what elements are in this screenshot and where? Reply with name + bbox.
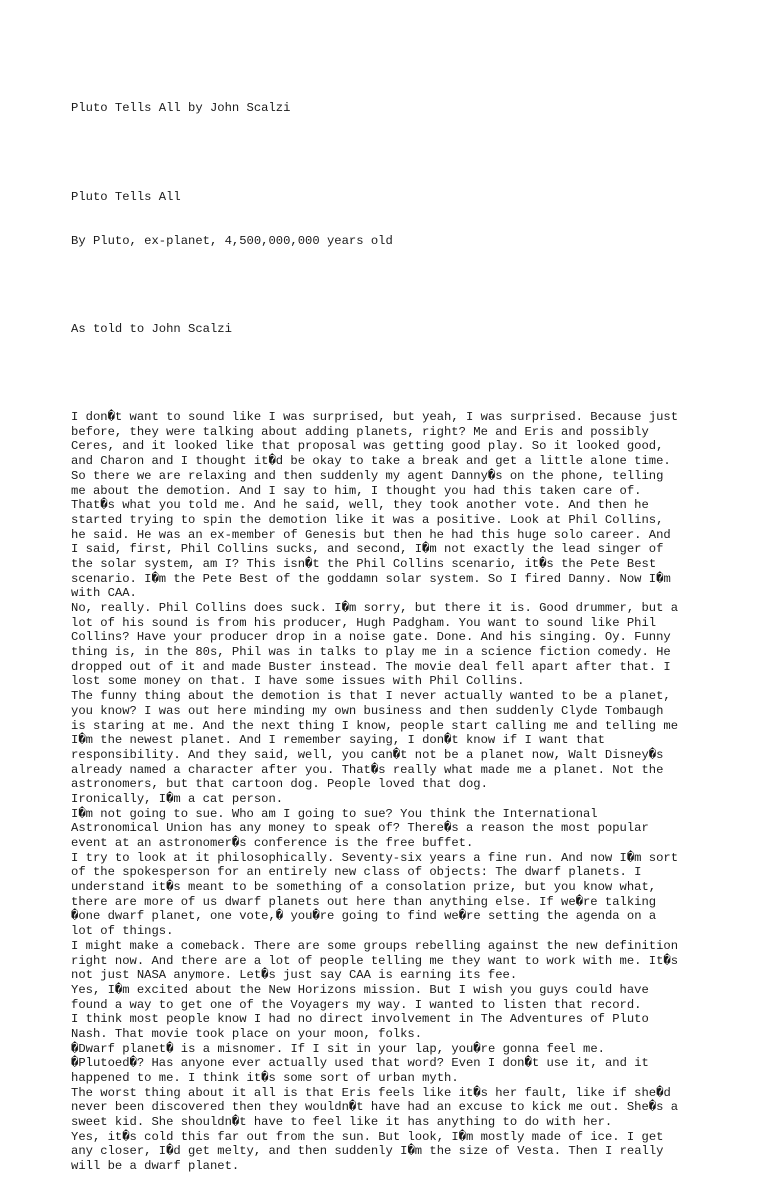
body-line: No, really. Phil Collins does suck. I�m sorry, but there it is. Good drummer, but a: [71, 601, 679, 615]
body-line: me about the demotion. And I say to him, I thought you had this taken care of.: [71, 483, 642, 498]
body-line: Ceres, and it looked like that proposal was getting good play. So it looked good,: [71, 439, 664, 454]
body-line: Nash. That movie took place on your moon, folks.: [71, 1026, 423, 1041]
body-line: �one dwarf planet, one vote,� you�re going to find we�re setting the agenda on a: [71, 909, 657, 924]
body-line: Ironically, I�m a cat person.: [71, 791, 284, 806]
body-line: happened to me. I think it�s some sort of urban myth.: [71, 1071, 459, 1085]
body-line: is staring at me. And the next thing I know, people start calling me and telling me: [71, 718, 679, 733]
body-line: you know? I was out here minding my own business and then suddenly Clyde Tombaugh: [71, 703, 664, 718]
body-line: �Plutoed�? Has anyone ever actually used that word? Even I don�t use it, and it: [71, 1056, 649, 1071]
body-line: and Charon and I thought it�d be okay to take a break and get a little alone time.: [71, 454, 671, 469]
body-line: That�s what you told me. And he said, well, they took another vote. And then he: [71, 498, 649, 513]
body-line: understand it�s meant to be something of a consolation prize, but you know what,: [71, 880, 657, 895]
body-line: I think most people know I had no direct involvement in The Adventures of Pluto: [71, 1012, 649, 1027]
body-line: The worst thing about it all is that Eris feels like it�s her fault, like if she�d: [71, 1085, 671, 1100]
body-line: started trying to spin the demotion like it was a positive. Look at Phil Collins,: [71, 512, 664, 527]
body-line: I�m not going to sue. Who am I going to sue? You think the International: [71, 806, 598, 821]
body-line: event at an astronomer�s conference is the free buffet.: [71, 836, 474, 850]
body-line: sweet kid. She shouldn�t have to feel like it has anything to do with her.: [71, 1115, 613, 1130]
spacer: [71, 278, 711, 293]
body-line: Collins? Have your producer drop in a noise gate. Done. And his singing. Oy. Funny: [71, 630, 671, 645]
body-line: lost some money on that. I have some issues with Phil Collins.: [71, 674, 525, 689]
spacer: [71, 366, 711, 381]
body-line: found a way to get one of the Voyagers my way. I wanted to listen that record.: [71, 997, 642, 1012]
body-line: never been discovered then they wouldn�t have had an excuse to kick me out. She�s a: [71, 1100, 679, 1115]
body-line: not just NASA anymore. Let�s just say CAA is earning its fee.: [71, 968, 518, 983]
body-line: the solar system, am I? This isn�t the Phil Collins scenario, it�s the Pete Best: [71, 556, 657, 571]
body-line: dropped out of it and made Buster instead. The movie deal fell apart after that. I: [71, 659, 671, 674]
body-line: I try to look at it philosophically. Seventy-six years a fine run. And now I�m sort: [71, 850, 679, 865]
body-line: of the spokesperson for an entirely new class of objects: The dwarf planets. I: [71, 865, 642, 880]
body-line: I don�t want to sound like I was surprised, but yeah, I was surprised. Because just: [71, 410, 679, 425]
as-told-line: As told to John Scalzi: [71, 321, 232, 336]
story-heading: Pluto Tells All: [71, 189, 181, 204]
story-body: [71, 410, 711, 1174]
body-line: The funny thing about the demotion is that I never actually wanted to be a planet,: [71, 689, 671, 704]
story-byline: By Pluto, ex-planet, 4,500,000,000 years old: [71, 233, 393, 248]
body-line: lot of things.: [71, 924, 174, 939]
body-line: I said, first, Phil Collins sucks, and second, I�m not exactly the lead singer of: [71, 542, 664, 557]
body-line: with CAA.: [71, 586, 137, 601]
body-line: thing is, in the 80s, Phil was in talks to play me in a science fiction comedy. He: [71, 645, 671, 660]
body-line: I�m the newest planet. And I remember saying, I don�t know if I want that: [71, 733, 605, 748]
spacer: [71, 146, 711, 161]
body-line: Yes, I�m excited about the New Horizons mission. But I wish you guys could have: [71, 982, 649, 997]
document-title: Pluto Tells All by John Scalzi: [71, 101, 291, 116]
body-line: he said. He was an ex-member of Genesis but then he had this huge solo career. And: [71, 527, 671, 542]
body-line: So there we are relaxing and then suddenly my agent Danny�s on the phone, telling: [71, 468, 664, 483]
body-line: will be a dwarf planet.: [71, 1159, 240, 1174]
body-line: already named a character after you. That�s really what made me a planet. Not the: [71, 762, 664, 777]
body-line: Astronomical Union has any money to speak of? There�s a reason the most popular: [71, 821, 649, 836]
body-line: any closer, I�d get melty, and then suddenly I�m the size of Vesta. Then I really: [71, 1144, 664, 1159]
body-line: scenario. I�m the Pete Best of the goddamn solar system. So I fired Danny. Now I�m: [71, 571, 671, 586]
body-line: astronomers, but that cartoon dog. People loved that dog.: [71, 777, 488, 792]
body-line: responsibility. And they said, well, you can�t not be a planet now, Walt Disney�s: [71, 747, 664, 762]
body-line: before, they were talking about adding planets, right? Me and Eris and possibly: [71, 424, 649, 439]
document-page: [71, 72, 711, 1189]
body-line: right now. And there are a lot of people telling me they want to work with me. It�s: [71, 953, 679, 968]
body-line: �Dwarf planet� is a misnomer. If I sit in your lap, you�re gonna feel me.: [71, 1041, 605, 1056]
body-line: Yes, it�s cold this far out from the sun. But look, I�m mostly made of ice. I get: [71, 1129, 664, 1144]
body-line: I might make a comeback. There are some groups rebelling against the new definition: [71, 938, 679, 953]
body-line: there are more of us dwarf planets out here than anything else. If we�re talking: [71, 894, 657, 909]
body-line: lot of his sound is from his producer, Hugh Padgham. You want to sound like Phil: [71, 615, 657, 630]
